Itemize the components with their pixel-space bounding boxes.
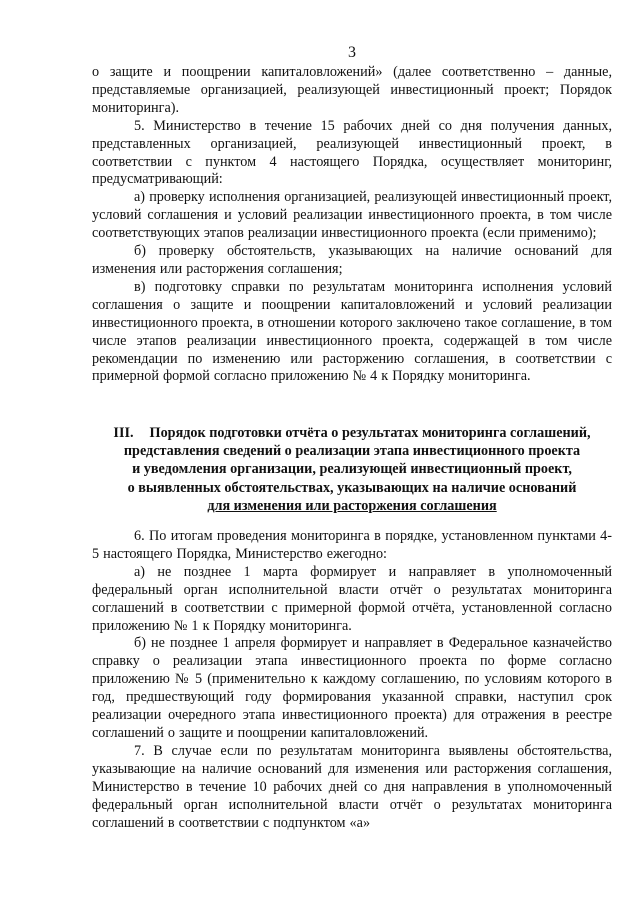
paragraph-item-7: 7. В случае если по результатам мониторинга выявлены обстоятельства, указывающие на наличие оснований для изменения или расторжения соглашения, Министерство в течение 10 рабочих дней со дня направления в уполномоченный федеральный орган исполнительной власти отчёт о результатах мониторинга соглашений в соответствии с подпунктом «а»: [92, 742, 612, 831]
paragraph-item-6b: б) не позднее 1 апреля формирует и направляет в Федеральное казначейство справку о реализации этапа инвестиционного проекта по форме согласно приложению № 5 (применительно к каждому соглашению, по условиям которого в год, предшествующий году формирования указанной справки, наступил срок реализации очередного этапа инвестиционного проекта) для отражения в реестре соглашений о защите и поощрении капиталовложений.: [92, 635, 612, 741]
section-title-line-1: Порядок подготовки отчёта о результатах мониторинга соглашений,: [149, 425, 591, 441]
body-text-bottom: [92, 528, 612, 832]
section-title-line-3: и уведомления организации, реализующей инвестиционный проект,: [132, 461, 572, 478]
section-number: III.: [113, 425, 134, 441]
paragraph-item-5: 5. Министерство в течение 15 рабочих дней со дня получения данных, представленных организацией, реализующей инвестиционный проект, в соответствии с пунктом 4 настоящего Порядка, осуществляет мониторинг, предусматривающий:: [92, 117, 612, 188]
paragraph-item-6a: а) не позднее 1 марта формирует и направляет в уполномоченный федеральный орган исполнительной власти отчёт о результатах мониторинга соглашений в соответствии с примерной формой отчёта, установленной согласно приложению № 1 к Порядку мониторинга.: [92, 563, 612, 634]
paragraph-item-5a: а) проверку исполнения организацией, реализующей инвестиционный проект, условий соглашения и условий реализации инвестиционного проекта, в том числе соответствующих этапов реализации инвестиционного проекта (если применимо);: [92, 189, 612, 242]
page-number: 3: [348, 44, 356, 61]
section-heading-line: [92, 424, 612, 442]
paragraph-item-5b: б) проверку обстоятельств, указывающих на наличие оснований для изменения или расторжения соглашения;: [92, 243, 612, 277]
paragraph-continuation: о защите и поощрении капиталовложений» (далее соответственно – данные, представляемые организацией, реализующей инвестиционный проект; Порядок мониторинга).: [92, 64, 612, 116]
section-heading: [92, 424, 612, 515]
body-text-top: [92, 64, 612, 386]
paragraph-item-6: 6. По итогам проведения мониторинга в порядке, установленном пунктами 4-5 настоящего Порядка, Министерство ежегодно:: [92, 528, 612, 562]
section-title-line-4: о выявленных обстоятельствах, указывающих на наличие оснований: [127, 479, 577, 496]
section-title-line-2: представления сведений о реализации этапа инвестиционного проекта: [123, 443, 581, 460]
paragraph-item-5v: в) подготовку справки по результатам мониторинга исполнения условий соглашения о защите и поощрении капиталовложений и условий реализации инвестиционного проекта, в отношении которого заключено такое соглашение, в том числе этапов реализации инвестиционного проекта, содержащей в том числе рекомендации по изменению или расторжению соглашения, в соответствии с примерной формой согласно приложению № 4 к Порядку мониторинга.: [92, 278, 612, 385]
section-title-line-5: для изменения или расторжения соглашения: [207, 497, 497, 514]
